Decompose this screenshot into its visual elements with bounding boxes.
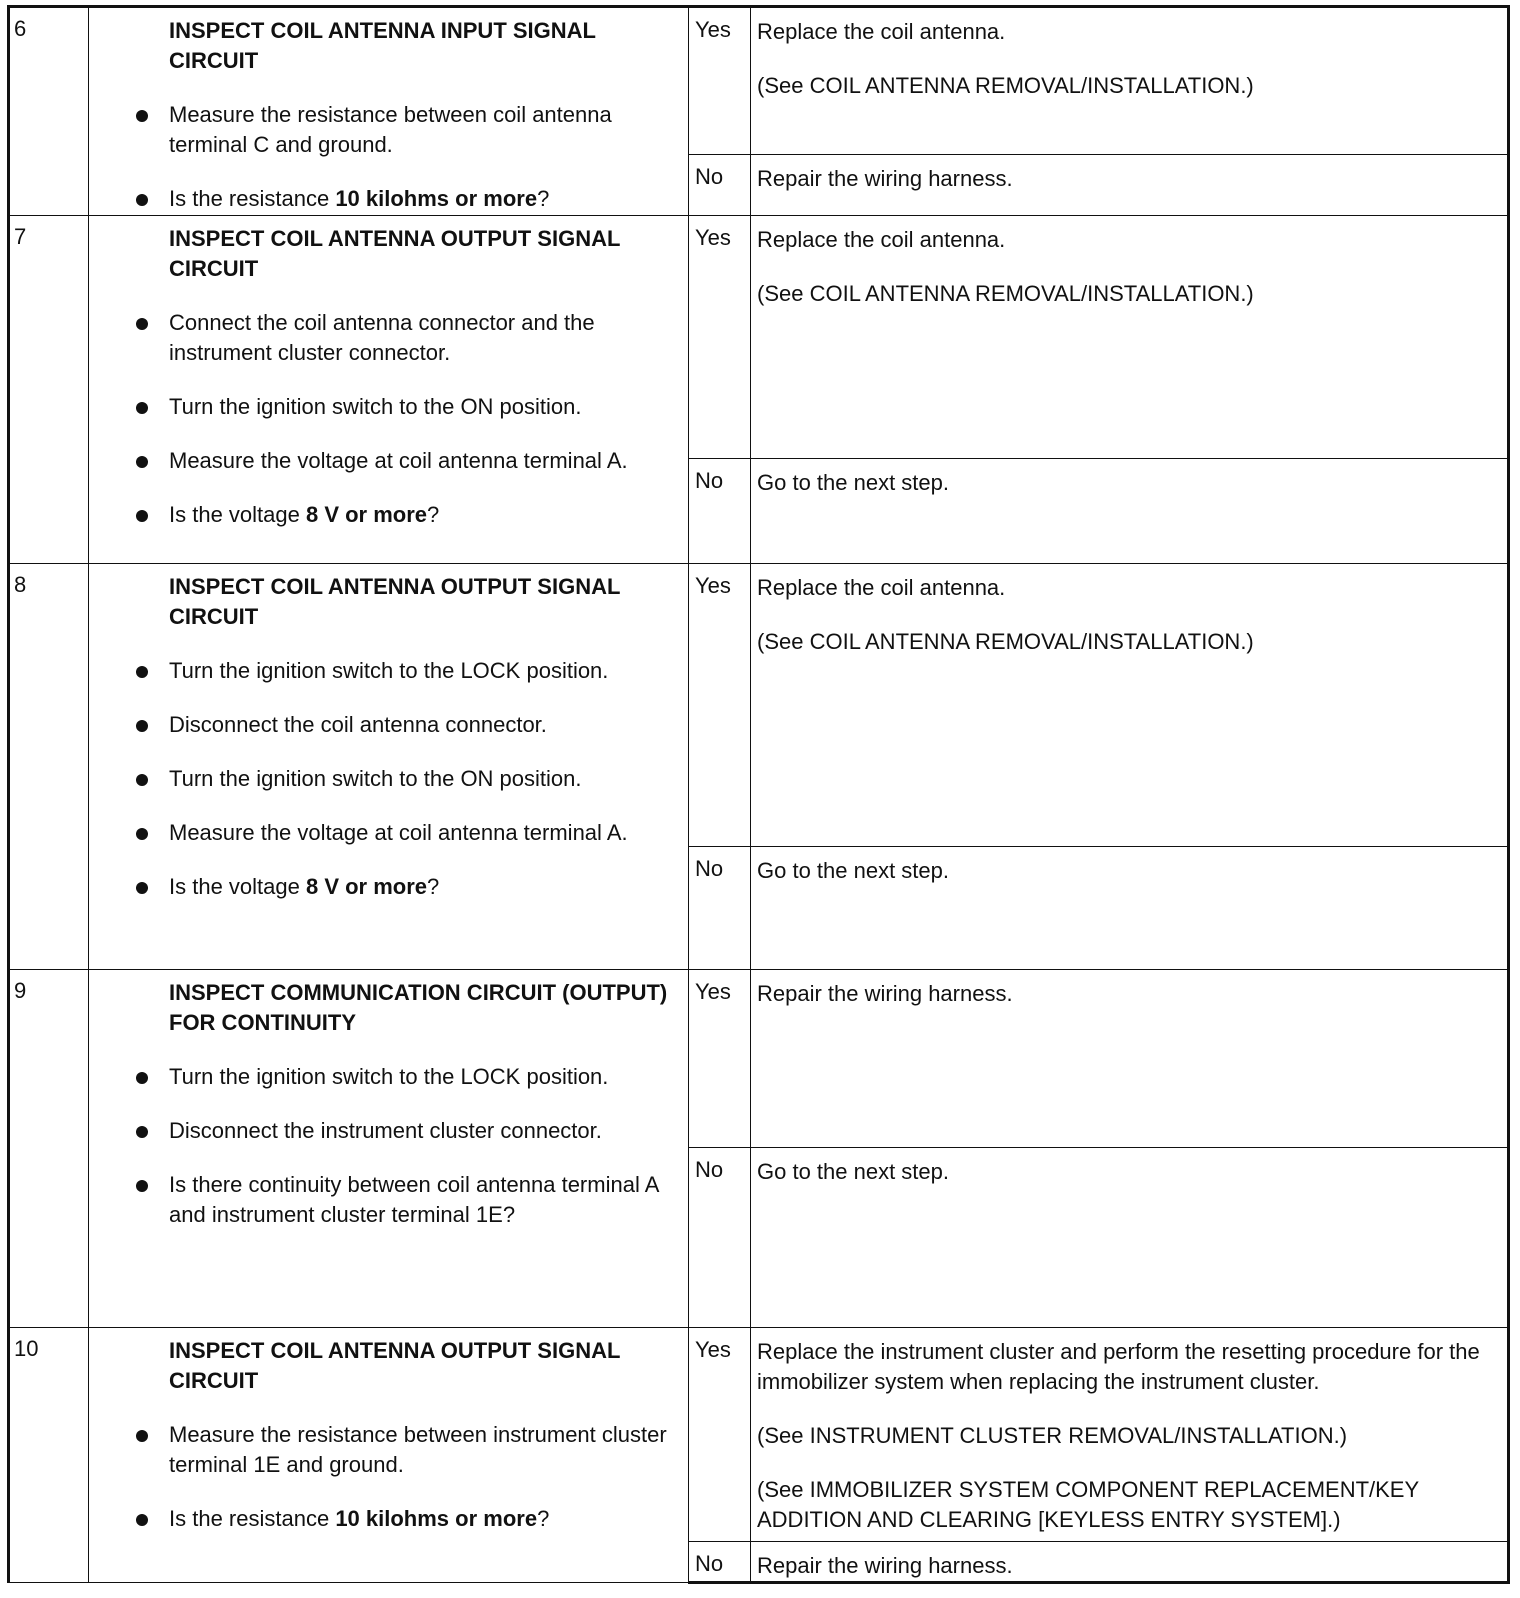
bullet-item: Turn the ignition switch to the LOCK position. (169, 656, 668, 686)
step-number: 10 (9, 1328, 89, 1583)
bullet-item: Is the resistance 10 kilohms or more? (169, 1504, 668, 1534)
step-body (89, 970, 689, 1328)
yes-label: Yes (689, 970, 751, 1148)
step-row-8 (9, 564, 1509, 847)
step-number: 6 (9, 7, 89, 216)
step-title: INSPECT COIL ANTENNA OUTPUT SIGNAL CIRCUIT (169, 226, 621, 281)
yes-result: Replace the coil antenna. (See COIL ANTENNA REMOVAL/INSTALLATION.) (751, 7, 1509, 155)
step-row-10 (9, 1328, 1509, 1542)
step-title: INSPECT COMMUNICATION CIRCUIT (OUTPUT) FOR CONTINUITY (169, 980, 668, 1035)
bullet-item: Turn the ignition switch to the ON position. (169, 392, 668, 422)
no-label: No (689, 1542, 751, 1583)
yes-label: Yes (689, 7, 751, 155)
bullet-item: Measure the voltage at coil antenna terminal A. (169, 818, 668, 848)
no-label: No (689, 155, 751, 216)
bullet-item: Measure the resistance between instrument cluster terminal 1E and ground. (169, 1420, 668, 1480)
step-body (89, 1328, 689, 1583)
no-label: No (689, 847, 751, 970)
step-row-9 (9, 970, 1509, 1148)
bullet-item: Is the voltage 8 V or more? (169, 500, 668, 530)
yes-result: Replace the coil antenna. (See COIL ANTENNA REMOVAL/INSTALLATION.) (751, 564, 1509, 847)
bullet-item: Is the resistance 10 kilohms or more? (169, 184, 668, 214)
step-number: 7 (9, 216, 89, 564)
step-number: 8 (9, 564, 89, 970)
step-row-6 (9, 7, 1509, 155)
bullet-item: Turn the ignition switch to the LOCK position. (169, 1062, 668, 1092)
step-body (89, 564, 689, 970)
step-title: INSPECT COIL ANTENNA OUTPUT SIGNAL CIRCUIT (169, 574, 621, 629)
no-label: No (689, 1148, 751, 1328)
bullet-item: Disconnect the coil antenna connector. (169, 710, 668, 740)
bullet-item: Connect the coil antenna connector and the instrument cluster connector. (169, 308, 668, 368)
bullet-item: Disconnect the instrument cluster connector. (169, 1116, 668, 1146)
bullet-item: Is the voltage 8 V or more? (169, 872, 668, 902)
no-result: Repair the wiring harness. (751, 155, 1509, 216)
yes-result: Replace the coil antenna. (See COIL ANTENNA REMOVAL/INSTALLATION.) (751, 216, 1509, 459)
step-body (89, 216, 689, 564)
no-label: No (689, 459, 751, 564)
bullet-item: Measure the resistance between coil antenna terminal C and ground. (169, 100, 668, 160)
yes-label: Yes (689, 216, 751, 459)
no-result: Repair the wiring harness. (751, 1542, 1509, 1583)
no-result: Go to the next step. (751, 459, 1509, 564)
step-title: INSPECT COIL ANTENNA OUTPUT SIGNAL CIRCUIT (169, 1338, 621, 1393)
bullet-item: Measure the voltage at coil antenna terminal A. (169, 446, 668, 476)
yes-label: Yes (689, 1328, 751, 1542)
step-title: INSPECT COIL ANTENNA INPUT SIGNAL CIRCUIT (169, 18, 596, 73)
bullet-item: Is there continuity between coil antenna terminal A and instrument cluster terminal 1E? (169, 1170, 668, 1230)
diagnostic-table (7, 5, 1510, 1584)
step-body (89, 7, 689, 216)
yes-result: Repair the wiring harness. (751, 970, 1509, 1148)
yes-result: Replace the instrument cluster and perform the resetting procedure for the immobilizer system when replacing the instrument cluster. (See INSTRUMENT CLUSTER REMOVAL/INSTALLATION.) (See IMMOBILIZER SYSTEM COMPONENT REPLACEMENT/KEY ADDITION AND CLEARING [KEYLESS ENTRY SYSTEM].) (751, 1328, 1509, 1542)
step-number: 9 (9, 970, 89, 1328)
step-row-7 (9, 216, 1509, 459)
no-result: Go to the next step. (751, 1148, 1509, 1328)
bullet-item: Turn the ignition switch to the ON position. (169, 764, 668, 794)
no-result: Go to the next step. (751, 847, 1509, 970)
yes-label: Yes (689, 564, 751, 847)
